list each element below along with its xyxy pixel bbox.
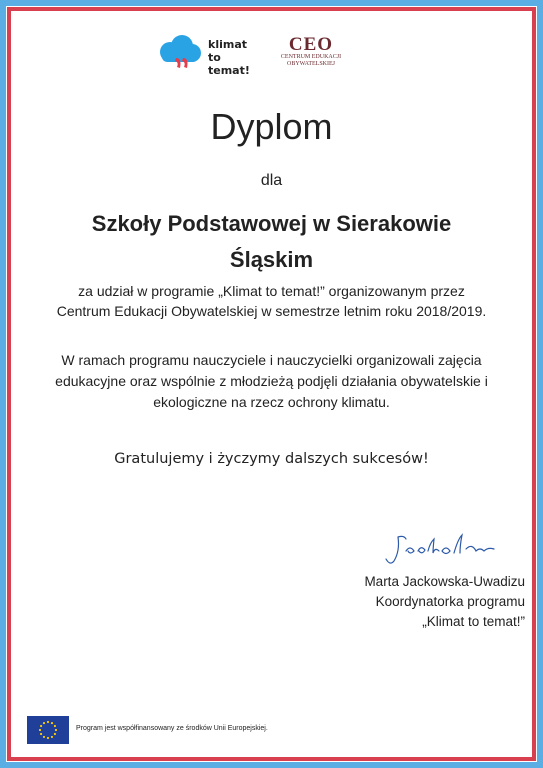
participation-text	[40, 281, 503, 321]
ceo-logo	[276, 34, 346, 74]
activities-line2: edukacyjne oraz wspólnie z młodzieżą podjęli działania obywatelskie i	[55, 373, 488, 389]
for-label: dla	[260, 172, 283, 189]
diploma-title: Dyplom	[210, 106, 333, 147]
cloud-icon	[156, 34, 202, 70]
ceo-logo-mark: CEO	[288, 34, 334, 55]
eu-star	[47, 721, 49, 723]
signatory-block	[305, 572, 525, 632]
ceo-logo-subtitle	[276, 54, 346, 68]
ceo-logo-line1: CENTRUM EDUKACJI	[280, 54, 342, 60]
eu-funding-note: Program jest współfinansowany ze środków Unii Europejskiej.	[76, 725, 268, 732]
eu-star	[51, 736, 53, 738]
eu-star	[47, 737, 49, 739]
participation-line2: Centrum Edukacji Obywatelskiej w semestrze letnim roku 2018/2019.	[56, 303, 487, 319]
eu-star	[43, 736, 45, 738]
activities-line3: ekologiczne na rzecz ochrony klimatu.	[153, 394, 390, 410]
signatory-role: Koordynatorka programu	[375, 594, 525, 609]
wishes-text: Gratulujemy i życzymy dalszych sukcesów!	[114, 451, 429, 467]
signatory-program: „Klimat to temat!”	[422, 614, 525, 629]
activities-line1: W ramach programu nauczyciele i nauczycielki organizowali zajęcia	[61, 352, 482, 368]
eu-star	[51, 722, 53, 724]
eu-star	[54, 725, 56, 727]
activities-text	[40, 350, 503, 413]
recipient-line2: Śląskim	[229, 247, 314, 272]
handwritten-signature	[384, 529, 504, 569]
recipient-name	[60, 206, 483, 278]
eu-star	[54, 733, 56, 735]
eu-flag-icon	[27, 716, 69, 744]
klimat-logo-line1: klimat	[208, 38, 247, 51]
klimat-to-temat-logo	[156, 32, 266, 77]
klimat-logo-line2: to temat!	[208, 51, 250, 77]
eu-star	[40, 733, 42, 735]
eu-star	[40, 725, 42, 727]
klimat-logo-text	[208, 38, 266, 77]
ceo-logo-line2: OBYWATELSKIEJ	[287, 61, 335, 67]
participation-line1: za udział w programie „Klimat to temat!” organizowanym przez	[78, 283, 465, 299]
eu-star	[39, 729, 41, 731]
eu-star	[55, 729, 57, 731]
eu-star	[43, 722, 45, 724]
recipient-line1: Szkoły Podstawowej w Sierakowie	[91, 211, 452, 236]
header-logos	[0, 32, 543, 76]
signatory-name: Marta Jackowska-Uwadizu	[364, 574, 525, 589]
